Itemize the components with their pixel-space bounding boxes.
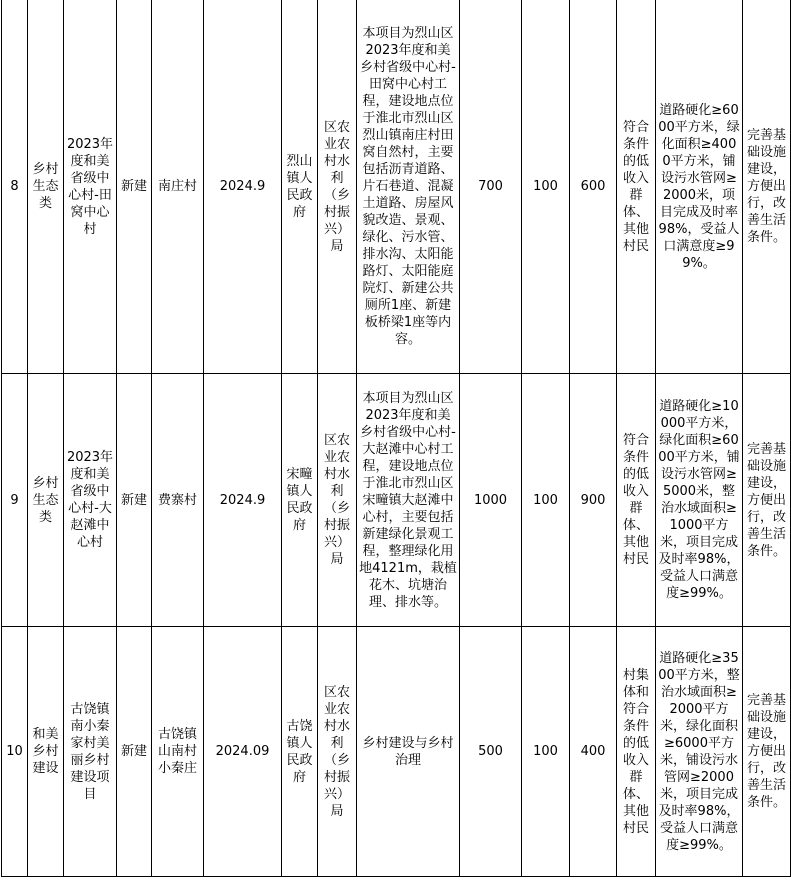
total-cell: 700	[460, 0, 522, 374]
village-cell: 费寨村	[152, 374, 204, 627]
construction-type-cell: 新建	[117, 627, 152, 877]
benefits-cell: 完善基础设施建设，方便出行，改善生活条件。	[743, 0, 791, 374]
indicators-cell: 道路硬化≥6000平方米，绿化面积≥4000平方米，铺设污水管网≥2000米，项目完成及时率98%，受益人口满意度≥99%。	[656, 0, 743, 374]
content-cell: 本项目为烈山区2023年度和美乡村省级中心村-大赵滩中心村工程，建设地点位于淮北市烈山区宋疃镇大赵滩中心村，主要包括新建绿化景观工程，整理绿化用地4121m，栽植花木、坑塘治理、排水等。	[357, 374, 460, 627]
percent-cell: 100	[522, 627, 570, 877]
content-cell: 本项目为烈山区2023年度和美乡村省级中心村-田窝中心村工程，建设地点位于淮北市烈山区烈山镇南庄村田窝自然村，主要包括沥青道路、片石巷道、混凝土道路、房屋风貌改造、景观、绿化、污水管、排水沟、太阳能路灯、太阳能庭院灯、新建公共厕所1座、新建板桥梁1座等内容。	[357, 0, 460, 374]
project-table	[1, 0, 791, 877]
table-row	[2, 627, 791, 877]
category-cell: 乡村生态类	[28, 374, 64, 627]
beneficiaries-cell: 符合条件的低收入群体、其他村民	[617, 374, 656, 627]
category-cell: 乡村生态类	[28, 0, 64, 374]
amount-cell: 400	[570, 627, 617, 877]
row-index: 9	[2, 374, 28, 627]
project-name-cell: 2023年度和美省级中心村-田窝中心村	[64, 0, 117, 374]
implementer-cell: 宋疃镇人民政府	[282, 374, 318, 627]
category-cell: 和美乡村建设	[28, 627, 64, 877]
beneficiaries-cell: 符合条件的低收入群体、其他村民	[617, 0, 656, 374]
construction-type-cell: 新建	[117, 374, 152, 627]
implementer-cell: 烈山镇人民政府	[282, 0, 318, 374]
implementer-cell: 古饶镇人民政府	[282, 627, 318, 877]
indicators-cell: 道路硬化≥3500平方米，整治水域面积≥2000平方米，绿化面积≥6000平方米，铺设污水管网≥2000米，项目完成及时率98%，受益人口满意度≥99%。	[656, 627, 743, 877]
indicators-cell: 道路硬化≥10000平方米，绿化面积≥6000平方米，铺设污水管网≥5000米，整治水域面积≥1000平方米，项目完成及时率98%，受益人口满意度≥99%。	[656, 374, 743, 627]
benefits-cell: 完善基础设施建设，方便出行，改善生活条件。	[743, 374, 791, 627]
amount-cell: 600	[570, 0, 617, 374]
date-cell: 2024.9	[204, 374, 282, 627]
supervisor-cell: 区农业农村水利（乡村振兴）局	[318, 0, 357, 374]
village-cell: 古饶镇山南村小秦庄	[152, 627, 204, 877]
village-cell: 南庄村	[152, 0, 204, 374]
percent-cell: 100	[522, 0, 570, 374]
row-index: 10	[2, 627, 28, 877]
content-cell: 乡村建设与乡村治理	[357, 627, 460, 877]
date-cell: 2024.9	[204, 0, 282, 374]
supervisor-cell: 区农业农村水利（乡村振兴）局	[318, 627, 357, 877]
table-row	[2, 0, 791, 374]
table-row	[2, 374, 791, 627]
beneficiaries-cell: 村集体和符合条件的低收入群体、其他村民	[617, 627, 656, 877]
amount-cell: 900	[570, 374, 617, 627]
benefits-cell: 完善基础设施建设，方便出行，改善生活条件。	[743, 627, 791, 877]
total-cell: 1000	[460, 374, 522, 627]
date-cell: 2024.09	[204, 627, 282, 877]
supervisor-cell: 区农业农村水利（乡村振兴）局	[318, 374, 357, 627]
project-name-cell: 古饶镇南小秦家村美丽乡村建设项目	[64, 627, 117, 877]
total-cell: 500	[460, 627, 522, 877]
percent-cell: 100	[522, 374, 570, 627]
project-name-cell: 2023年度和美省级中心村-大赵滩中心村	[64, 374, 117, 627]
row-index: 8	[2, 0, 28, 374]
construction-type-cell: 新建	[117, 0, 152, 374]
